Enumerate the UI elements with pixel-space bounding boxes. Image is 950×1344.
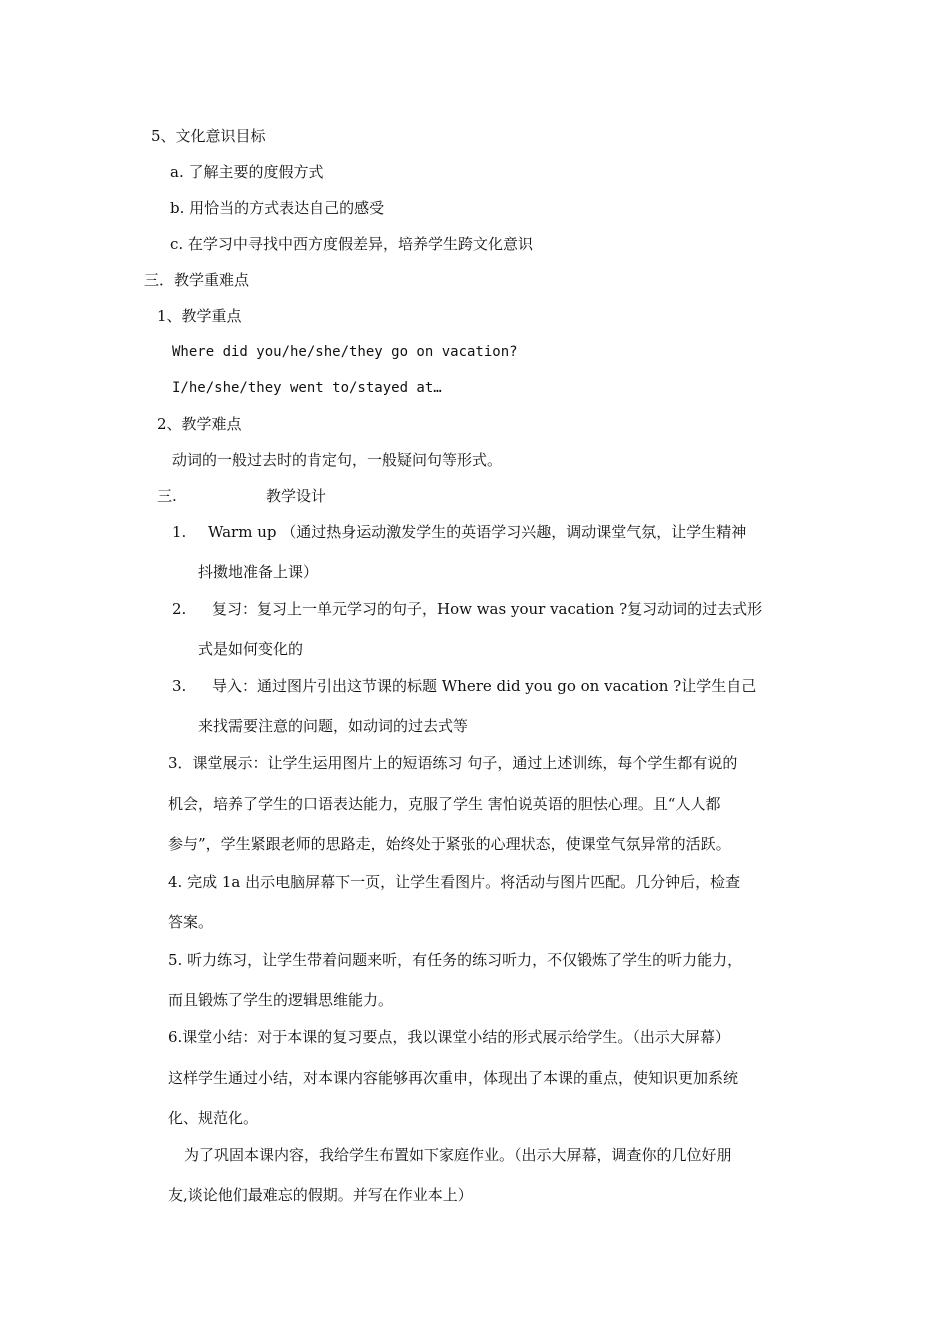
step-1-line-1: Warm up （通过热身运动激发学生的英语学习兴趣，调动课堂气氛，让学生精神 xyxy=(208,523,747,541)
step-2-number: 2. xyxy=(172,600,187,618)
homework-line-2: 友,谈论他们最难忘的假期。并写在作业本上） xyxy=(168,1186,473,1204)
step-3-line-2: 来找需要注意的问题，如动词的过去式等 xyxy=(198,717,469,735)
homework-line-1: 为了巩固本课内容，我给学生布置如下家庭作业。（出示大屏幕，调查你的几位好朋 xyxy=(184,1146,732,1164)
difficult-points-title: 2、教学难点 xyxy=(157,415,242,433)
paragraph-4-line-2: 答案。 xyxy=(168,913,214,931)
step-3-line-1: 导入：通过图片引出这节课的标题 Where did you go on vacation ?让学生自己 xyxy=(212,677,757,695)
section-5-item-b: b. 用恰当的方式表达自己的感受 xyxy=(170,199,385,217)
paragraph-5-line-1: 5. 听力练习，让学生带着问题来听，有任务的练习听力，不仅锻炼了学生的听力能力， xyxy=(168,951,743,969)
step-3-number: 3. xyxy=(172,677,187,695)
step-1-number: 1. xyxy=(172,523,187,541)
step-1-line-2: 抖擞地准备上课） xyxy=(198,563,319,581)
section-5-item-c: c. 在学习中寻找中西方度假差异，培养学生跨文化意识 xyxy=(170,235,533,253)
paragraph-5-line-2: 而且锻炼了学生的逻辑思维能力。 xyxy=(168,991,394,1009)
paragraph-4-line-1: 4. 完成 1a 出示电脑屏幕下一页，让学生看图片。将活动与图片匹配。几分钟后，检查 xyxy=(168,873,741,891)
step-2-line-1: 复习：复习上一单元学习的句子，How was your vacation ?复习动词的过去式形 xyxy=(212,600,763,618)
paragraph-6-line-2: 这样学生通过小结，对本课内容能够再次重申，体现出了本课的重点，使知识更加系统 xyxy=(168,1069,739,1087)
section-5-item-a: a. 了解主要的度假方式 xyxy=(170,163,324,181)
difficult-points-text: 动词的一般过去时的肯定句，一般疑问句等形式。 xyxy=(172,451,503,469)
key-points-title: 1、教学重点 xyxy=(157,307,242,325)
design-number: 三. xyxy=(157,487,177,505)
section-5-title: 5、文化意识目标 xyxy=(151,127,266,145)
paragraph-6-line-3: 化、规范化。 xyxy=(168,1109,259,1127)
design-title: 教学设计 xyxy=(266,487,327,505)
section-3-title: 三．教学重难点 xyxy=(144,271,250,289)
paragraph-3-line-2: 机会，培养了学生的口语表达能力，克服了学生 害怕说英语的胆怯心理。且“人人都 xyxy=(168,795,721,813)
paragraph-3-line-3: 参与”，学生紧跟老师的思路走，始终处于紧张的心理状态，使课堂气氛异常的活跃。 xyxy=(168,835,731,853)
key-sentence-1: Where did you/he/she/they go on vacation? xyxy=(172,344,518,360)
step-2-line-2: 式是如何变化的 xyxy=(198,640,304,658)
paragraph-6-line-1: 6.课堂小结：对于本课的复习要点，我以课堂小结的形式展示给学生。（出示大屏幕） xyxy=(168,1028,730,1046)
paragraph-3-line-1: 3．课堂展示：让学生运用图片上的短语练习 句子，通过上述训练，每个学生都有说的 xyxy=(168,754,738,772)
key-sentence-2: I/he/she/they went to/stayed at… xyxy=(172,380,442,396)
